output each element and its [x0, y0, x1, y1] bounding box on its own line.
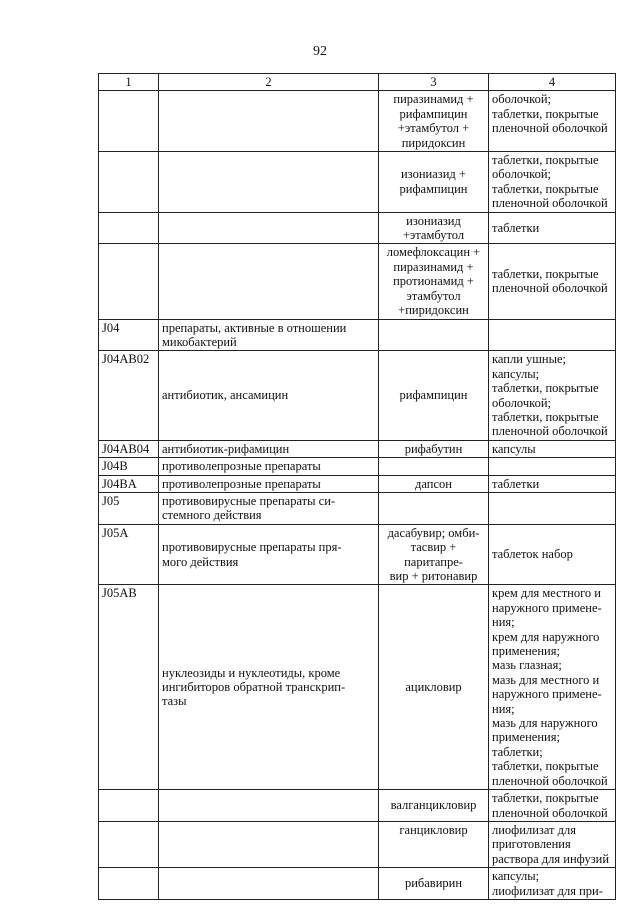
substance-name: ганцикловир	[379, 821, 489, 867]
table-row	[99, 351, 616, 440]
substance-name: изониазид +этамбутол	[379, 212, 489, 244]
group-name: противолепрозные препараты	[159, 458, 379, 475]
table-row	[99, 152, 616, 213]
dosage-forms: капсулы; лиофилизат для при-	[489, 868, 616, 900]
substance-name: рифампицин	[379, 351, 489, 440]
group-name: антибиотик-рифамицин	[159, 440, 379, 457]
group-name	[159, 244, 379, 319]
atc-code: J04AB04	[99, 440, 159, 457]
table-row	[99, 492, 616, 524]
table-row	[99, 244, 616, 319]
page-number: 92	[313, 44, 327, 59]
dosage-forms: таблетки, покрытые пленочной оболочкой	[489, 244, 616, 319]
substance-name: ломефлоксацин + пиразинамид + протионамид + этамбутол +пиридоксин	[379, 244, 489, 319]
dosage-forms: таблетки	[489, 475, 616, 492]
atc-code: J04AB02	[99, 351, 159, 440]
substance-name	[379, 319, 489, 351]
group-name: противолепрозные препараты	[159, 475, 379, 492]
dosage-forms	[489, 319, 616, 351]
atc-code	[99, 152, 159, 213]
atc-code	[99, 212, 159, 244]
substance-name: дапсон	[379, 475, 489, 492]
atc-code	[99, 91, 159, 152]
group-name	[159, 152, 379, 213]
substance-name: пиразинамид + рифампицин +этамбутол + пиридоксин	[379, 91, 489, 152]
group-name: препараты, активные в отношении микобактерий	[159, 319, 379, 351]
dosage-forms	[489, 458, 616, 475]
atc-code: J04BA	[99, 475, 159, 492]
group-name	[159, 790, 379, 822]
dosage-forms: крем для местного и наружного примене- ния; крем для наружного применения; мазь глазная; мазь для местного и наружного примене- ния; мазь для наружного применения; таблетки; таблетки, покрытые пленочной оболочкой	[489, 585, 616, 790]
dosage-forms: капсулы	[489, 440, 616, 457]
dosage-forms: таблетки	[489, 212, 616, 244]
atc-code: J04B	[99, 458, 159, 475]
table-row	[99, 585, 616, 790]
substance-name: изониазид + рифампицин	[379, 152, 489, 213]
atc-code	[99, 244, 159, 319]
table-row	[99, 212, 616, 244]
atc-code: J05A	[99, 524, 159, 585]
atc-code: J05AB	[99, 585, 159, 790]
substance-name	[379, 492, 489, 524]
table-row	[99, 790, 616, 822]
table-header-row	[99, 74, 616, 91]
substance-name: дасабувир; омби- тасвир + паритапре- вир + ритонавир	[379, 524, 489, 585]
dosage-forms: таблеток набор	[489, 524, 616, 585]
group-name: противовирусные препараты си- стемного действия	[159, 492, 379, 524]
table-row	[99, 821, 616, 867]
table-row	[99, 868, 616, 900]
group-name	[159, 91, 379, 152]
group-name	[159, 212, 379, 244]
dosage-forms	[489, 492, 616, 524]
group-name: нуклеозиды и нуклеотиды, кроме ингибиторов обратной транскрип- тазы	[159, 585, 379, 790]
table-row	[99, 319, 616, 351]
atc-code	[99, 821, 159, 867]
substance-name: ацикловир	[379, 585, 489, 790]
group-name: антибиотик, ансамицин	[159, 351, 379, 440]
table-row	[99, 440, 616, 457]
table-row	[99, 524, 616, 585]
substance-name: рибавирин	[379, 868, 489, 900]
drug-table	[98, 73, 616, 900]
group-name: противовирусные препараты пря- мого действия	[159, 524, 379, 585]
dosage-forms: лиофилизат для приготовления раствора для инфузий	[489, 821, 616, 867]
dosage-forms: таблетки, покрытые пленочной оболочкой	[489, 790, 616, 822]
group-name	[159, 868, 379, 900]
atc-code: J04	[99, 319, 159, 351]
table-row	[99, 475, 616, 492]
atc-code: J05	[99, 492, 159, 524]
header-col-3: 3	[379, 74, 489, 91]
substance-name: рифабутин	[379, 440, 489, 457]
table-row	[99, 91, 616, 152]
header-col-2: 2	[159, 74, 379, 91]
substance-name	[379, 458, 489, 475]
atc-code	[99, 790, 159, 822]
atc-code	[99, 868, 159, 900]
dosage-forms: таблетки, покрытые оболочкой; таблетки, покрытые пленочной оболочкой	[489, 152, 616, 213]
dosage-forms: оболочкой; таблетки, покрытые пленочной оболочкой	[489, 91, 616, 152]
header-col-1: 1	[99, 74, 159, 91]
table-row	[99, 458, 616, 475]
group-name	[159, 821, 379, 867]
dosage-forms: капли ушные; капсулы; таблетки, покрытые оболочкой; таблетки, покрытые пленочной оболочкой	[489, 351, 616, 440]
substance-name: валганцикловир	[379, 790, 489, 822]
header-col-4: 4	[489, 74, 616, 91]
